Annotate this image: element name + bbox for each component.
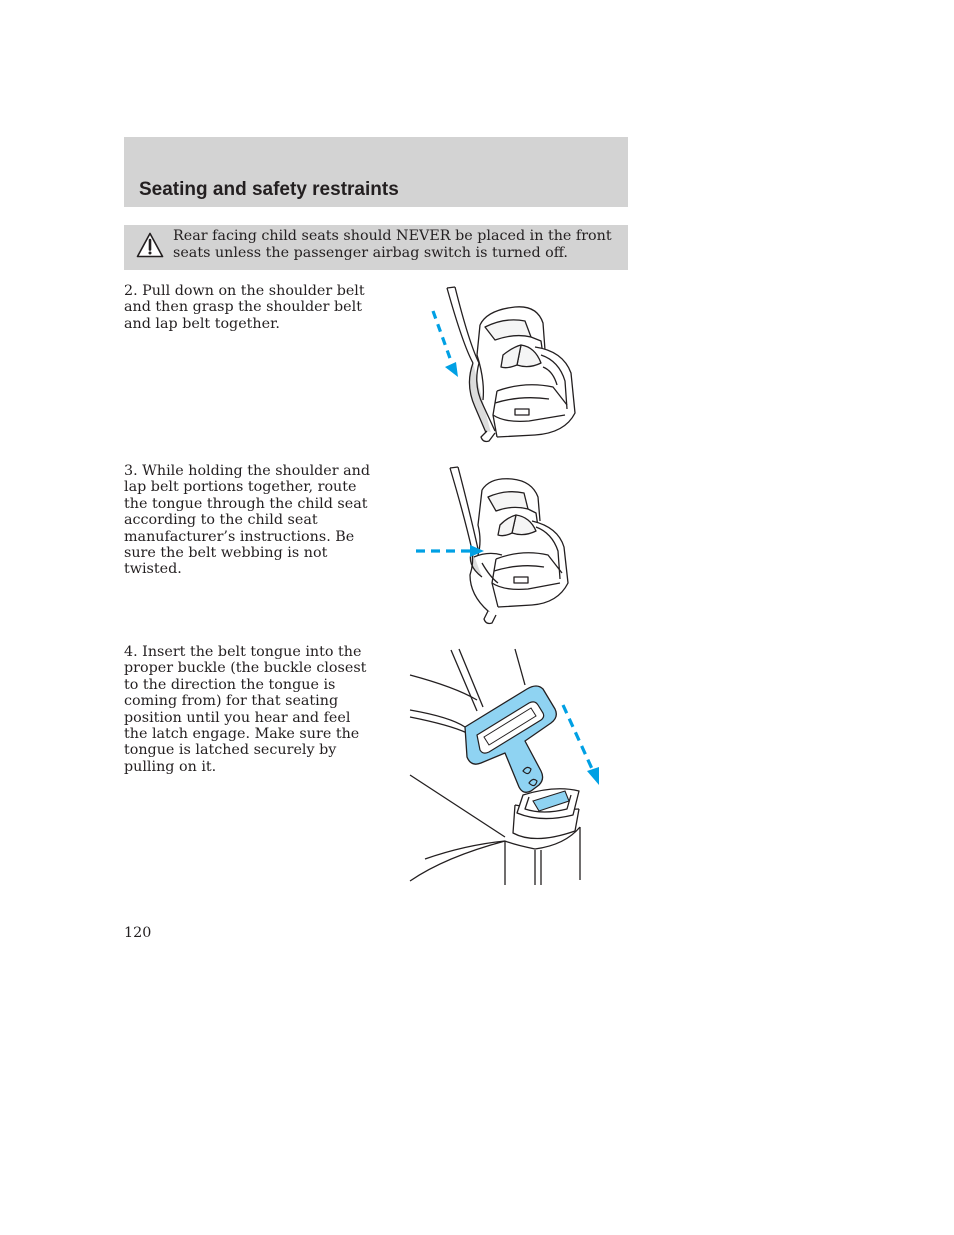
warning-text: Rear facing child seats should NEVER be placed in the front seats unless the passenger airbag switch is turned off. xyxy=(173,228,612,261)
step-3-text: 3. While holding the shoulder and lap belt portions together, route the tongue through the child seat according to the child seat manufacturer’s instructions. Be sure the belt webbing is not twisted. xyxy=(124,463,371,578)
step-4-text: 4. Insert the belt tongue into the proper buckle (the buckle closest to the direction the tongue is coming from) for that seating position until you hear and feel the latch engage. Make sure the tongue is latched securely by pulling on it. xyxy=(124,644,367,775)
section-title: Seating and safety restraints xyxy=(139,179,399,200)
child-seat-pull-belt-illustration xyxy=(425,285,585,450)
page-number: 120 xyxy=(124,925,152,941)
step-2-text: 2. Pull down on the shoulder belt and then grasp the shoulder belt and lap belt together. xyxy=(124,283,365,332)
warning-triangle-icon xyxy=(136,232,164,258)
warning-box xyxy=(124,225,628,270)
child-seat-route-tongue-illustration xyxy=(412,465,577,630)
buckle-latch-illustration xyxy=(405,645,610,890)
section-header xyxy=(124,137,628,207)
